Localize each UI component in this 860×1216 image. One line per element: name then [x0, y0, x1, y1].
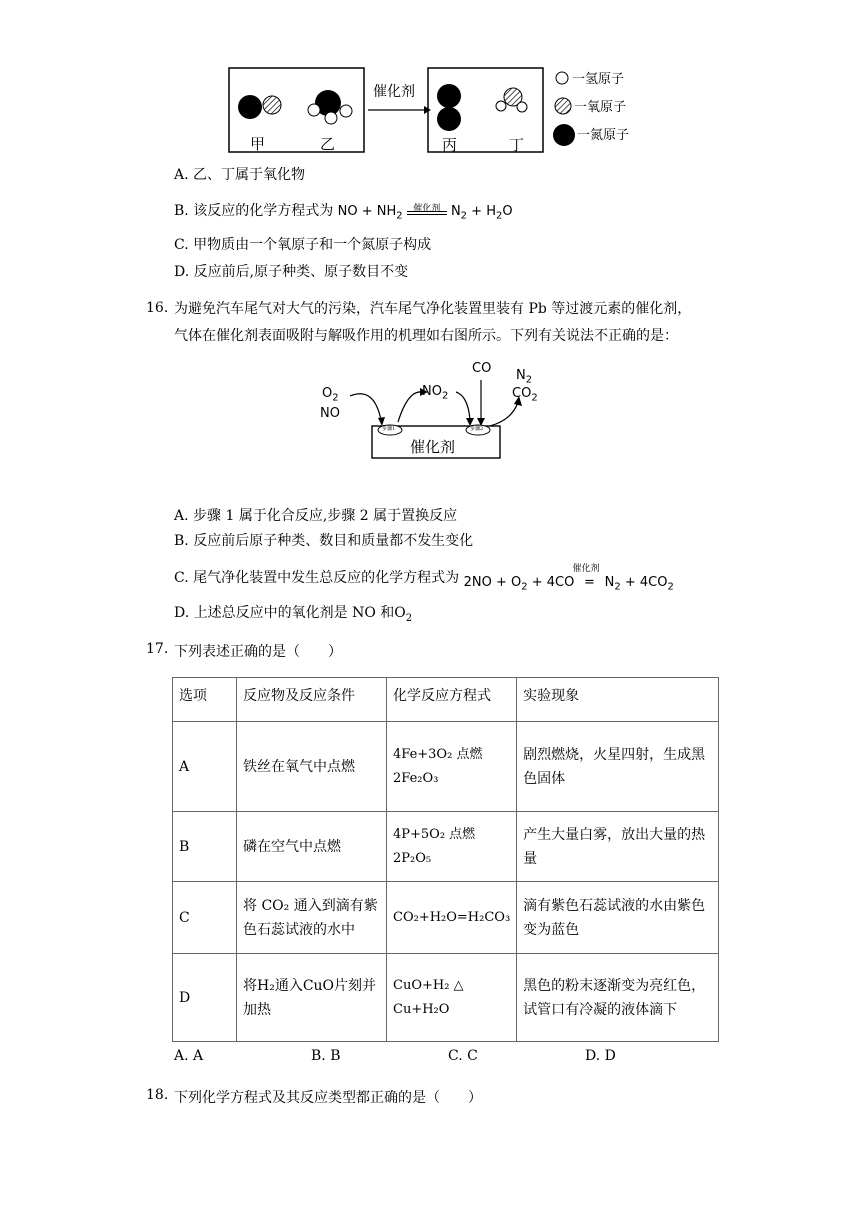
- q17-table: [172, 677, 719, 1042]
- row-equation: 4P+5O₂ 点燃 2P₂O₅: [387, 812, 517, 882]
- table-row: [173, 812, 719, 882]
- option-c-equation: $2NO + O_2 + 4CO$ 催化剂 = $N_2 + 4CO_2$: [463, 564, 674, 593]
- option-b-equation: NO + $NH_2$ 催化剂 $N_2 + H_2O$: [337, 204, 513, 222]
- legend-oxygen-swatch: [555, 98, 571, 114]
- q16-stem: 为避免汽车尾气对大气的污染，汽车尾气净化装置里装有 Pb 等过渡元素的催化剂， 气体在催化剂表面吸附与解吸作用的机理如右图所示。下列有关说法不正确的是：: [174, 301, 692, 344]
- q16-number: 16.: [146, 300, 169, 316]
- q18-number: 18.: [146, 1087, 169, 1103]
- q16-option-c[interactable]: [174, 564, 674, 593]
- q17-stem: 下列表述正确的是（ ）: [174, 644, 342, 660]
- oxygen-atom: [263, 96, 281, 114]
- row-observation: 黑色的粉末逐渐变为亮红色，试管口有冷凝的液体滴下: [517, 954, 719, 1042]
- row-reactants: 铁丝在氧气中点燃: [237, 722, 387, 812]
- label-no2: $NO_2$: [422, 384, 449, 402]
- row-option: B: [173, 812, 237, 882]
- option-b-prefix: B. 该反应的化学方程式为: [174, 203, 334, 219]
- label-n2: $N_2$: [516, 368, 533, 386]
- row-option: C: [173, 882, 237, 954]
- arrow-label: 催化剂: [373, 84, 415, 100]
- option-c-prefix: C. 尾气净化装置中发生总反应的化学方程式为: [174, 570, 460, 586]
- q18-stem: 下列化学方程式及其反应类型都正确的是（ ）: [174, 1090, 482, 1106]
- q15-option-a[interactable]: A. 乙、丁属于氧化物: [174, 167, 306, 183]
- hydrogen-atom: [496, 101, 506, 111]
- label-o2: $O_2$: [322, 386, 339, 404]
- q17-number: 17.: [146, 641, 169, 657]
- row-equation: CO₂+H₂O=H₂CO₃: [387, 882, 517, 954]
- q15-option-d[interactable]: D. 反应前后,原子种类、原子数目不变: [174, 264, 409, 280]
- hydrogen-atom: [325, 112, 337, 124]
- q16-option-d[interactable]: D. 上述总反应中的氧化剂是 NO 和$O_2$: [174, 605, 413, 624]
- label-yi: 乙: [320, 135, 336, 153]
- q16-option-a[interactable]: A. 步骤 1 属于化合反应,步骤 2 属于置换反应: [174, 508, 458, 524]
- q16-figure: [318, 360, 548, 464]
- hydrogen-atom: [340, 105, 352, 117]
- q17-option-d[interactable]: D. D: [585, 1048, 616, 1064]
- q17-option-b[interactable]: B. B: [311, 1048, 341, 1064]
- q16-option-b[interactable]: B. 反应前后原子种类、数目和质量都不发生变化: [174, 533, 474, 549]
- row-equation: 4Fe+3O₂ 点燃 2Fe₂O₃: [387, 722, 517, 812]
- row-reactants: 将H₂通入CuO片刻并加热: [237, 954, 387, 1042]
- header-observation: 实验现象: [517, 678, 719, 722]
- header-reactants: 反应物及反应条件: [237, 678, 387, 722]
- hydrogen-atom: [308, 104, 320, 116]
- row-reactants: 将 CO₂ 通入到滴有紫色石蕊试液的水中: [237, 882, 387, 954]
- table-row: [173, 954, 719, 1042]
- header-option: 选项: [173, 678, 237, 722]
- q15-option-c[interactable]: C. 甲物质由一个氧原子和一个氮原子构成: [174, 237, 432, 253]
- nitrogen-atom: [437, 107, 461, 131]
- label-no: NO: [320, 406, 340, 421]
- q17-option-a[interactable]: A. A: [174, 1048, 204, 1064]
- label-co: CO: [472, 361, 492, 376]
- legend-oxygen-label: 一氧原子: [574, 100, 627, 115]
- legend-hydrogen-label: 一氢原子: [572, 72, 625, 87]
- row-equation: CuO+H₂ △ Cu+H₂O: [387, 954, 517, 1042]
- nitrogen-atom: [437, 84, 461, 108]
- table-row: [173, 722, 719, 812]
- q15-figure: [228, 66, 648, 156]
- row-observation: 剧烈燃烧，火星四射，生成黑色固体: [517, 722, 719, 812]
- label-catalyst: 催化剂: [410, 438, 456, 456]
- label-jia: 甲: [250, 135, 266, 153]
- table-row: [173, 882, 719, 954]
- header-equation: 化学反应方程式: [387, 678, 517, 722]
- row-reactants: 磷在空气中点燃: [237, 812, 387, 882]
- condition-mark: 催化剂 =: [572, 564, 600, 590]
- q17-option-c[interactable]: C. C: [448, 1048, 478, 1064]
- row-observation: 产生大量白雾，放出大量的热量: [517, 812, 719, 882]
- row-observation: 滴有紫色石蕊试液的水由紫色变为蓝色: [517, 882, 719, 954]
- label-ding: 丁: [509, 136, 525, 154]
- label-bing: 丙: [442, 136, 458, 154]
- label-step2: 步骤2: [470, 426, 484, 432]
- row-option: D: [173, 954, 237, 1042]
- nitrogen-atom: [238, 95, 262, 119]
- legend-nitrogen-label: 一氮原子: [577, 128, 630, 143]
- label-co2: $CO_2$: [512, 386, 538, 404]
- q15-option-b[interactable]: [174, 200, 513, 222]
- hydrogen-atom: [517, 102, 527, 112]
- legend-nitrogen-swatch: [553, 124, 575, 146]
- legend-hydrogen-swatch: [556, 72, 568, 84]
- label-step1: 步骤1: [382, 426, 396, 432]
- row-option: A: [173, 722, 237, 812]
- table-header-row: [173, 678, 719, 722]
